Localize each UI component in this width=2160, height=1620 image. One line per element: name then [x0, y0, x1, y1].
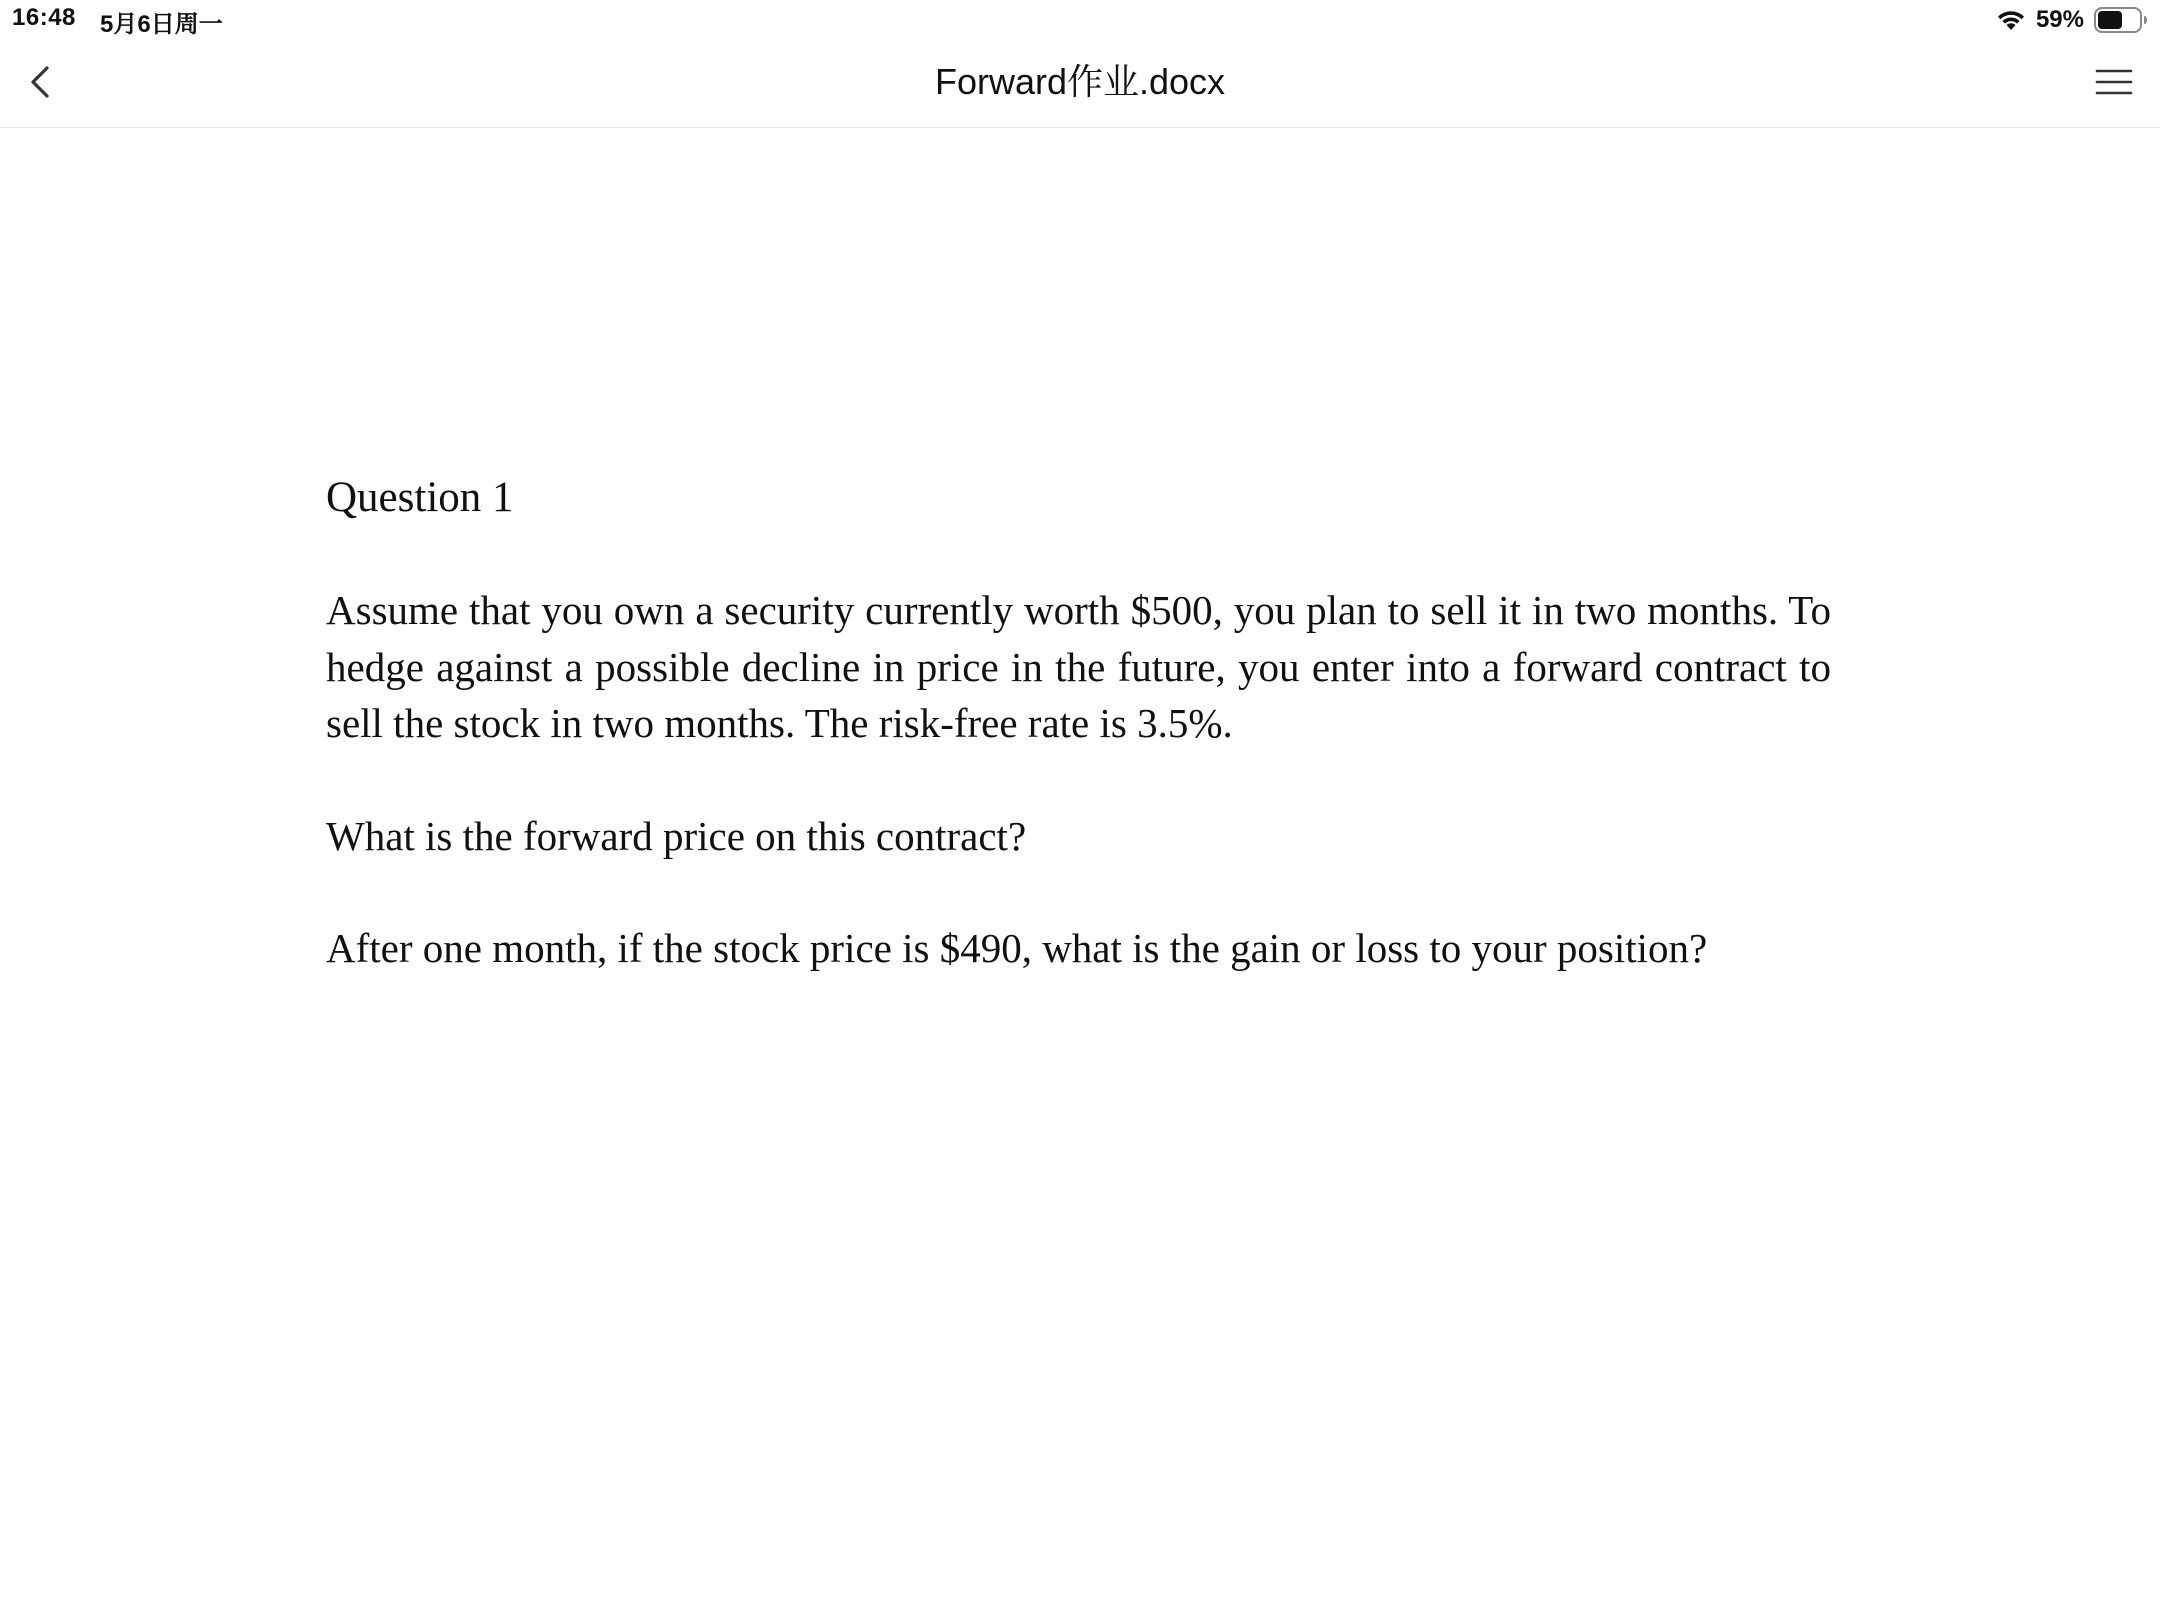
document-page [326, 470, 1831, 1033]
status-time: 16:48 [12, 4, 76, 31]
document-title: Forward作业.docx [934, 61, 1226, 102]
status-indicators [1996, 5, 2148, 35]
question-gain-loss: After one month, if the stock price is $490, what is the gain or loss to your position? [326, 925, 1708, 971]
navigation-bar [0, 40, 2160, 128]
battery-percentage: 59% [2035, 6, 2084, 33]
question-heading: Question 1 [326, 474, 514, 521]
question-scenario-paragraph: Assume that you own a security currently worth $500, you plan to sell it in two months. To hedge against a possible decline in price in the future, you enter into a forward contract to sell the stock in two months. The risk-free rate is 3.5%. [326, 587, 1831, 746]
wifi-icon [1996, 8, 2026, 32]
question-forward-price: What is the forward price on this contract? [326, 812, 1027, 859]
status-date: 5月6日周一 [100, 11, 223, 38]
status-bar [0, 0, 2160, 40]
battery-icon [2094, 7, 2148, 33]
menu-icon [2094, 62, 2134, 102]
menu-button[interactable] [2094, 62, 2134, 102]
